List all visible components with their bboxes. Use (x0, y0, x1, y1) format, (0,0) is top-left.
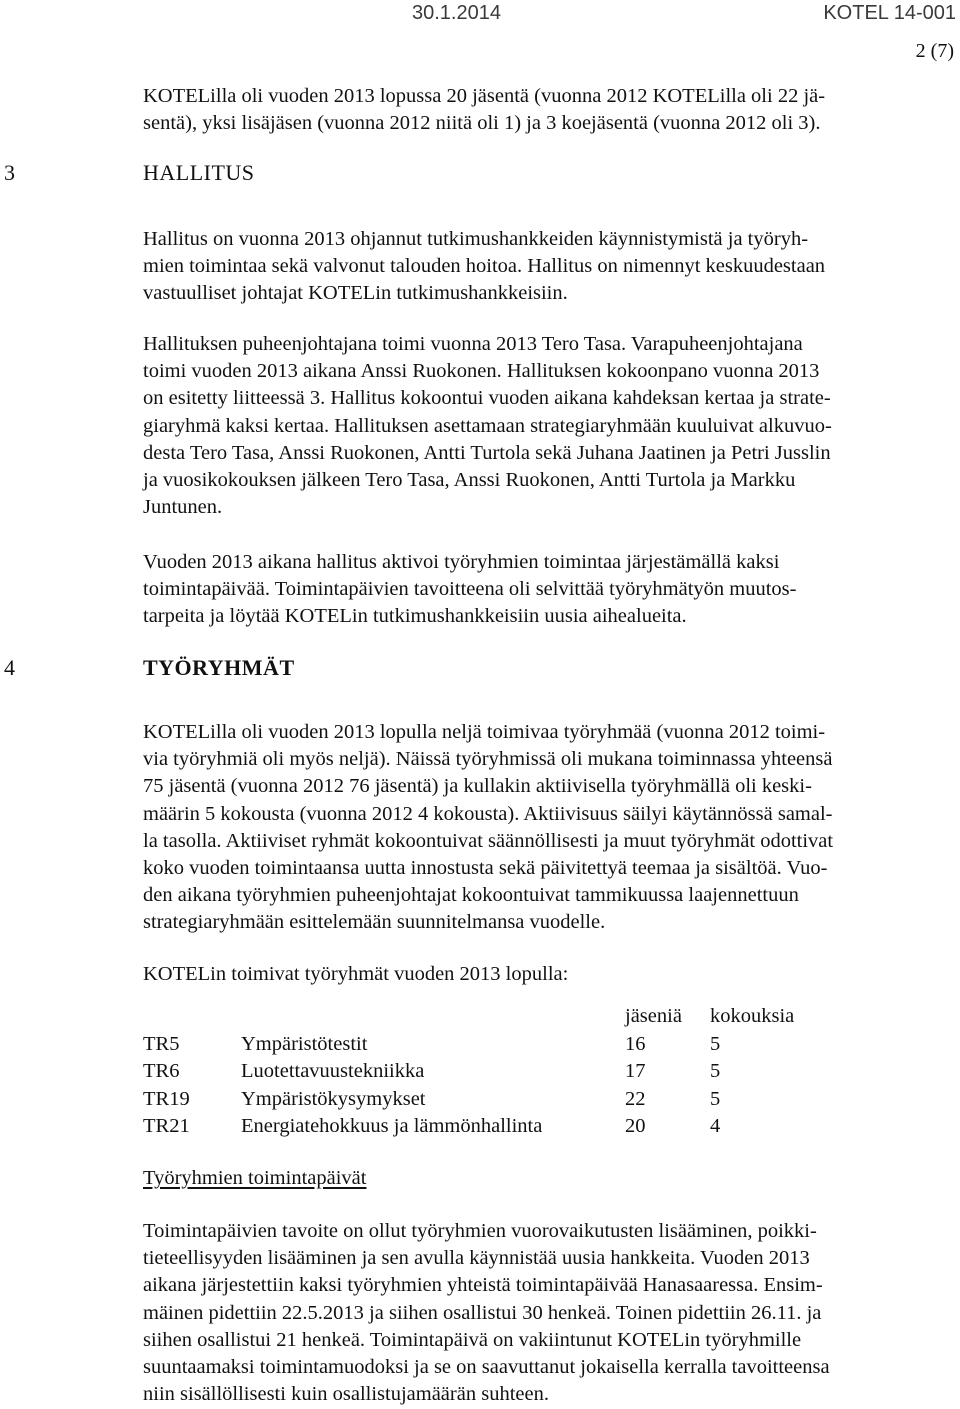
text-line: KOTELilla oli vuoden 2013 lopulla neljä toimivaa työryhmää (vuonna 2012 toimi- (143, 721, 826, 743)
group-name: Energiatehokkuus ja lämmönhallinta (241, 1115, 543, 1137)
header-date: 30.1.2014 (412, 2, 501, 24)
group-code: TR5 (143, 1032, 180, 1055)
text-line: mäinen pidettiin 22.5.2013 ja siihen osallistui 30 henkeä. Toinen pidettiin 26.11. ja (143, 1301, 822, 1324)
group-members: 22 (625, 1087, 646, 1110)
section-4-paragraph-2 (143, 1218, 958, 1408)
text-line: koko vuoden toimintaansa uutta innostusta sekä päivitettyä teemaa ja sisältöä. Vuo- (143, 857, 828, 880)
group-members: 17 (625, 1060, 646, 1082)
group-code: TR6 (143, 1060, 180, 1082)
text-line: via työryhmiä oli myös neljä). Näissä työryhmissä oli mukana toiminnassa yhteensä (143, 748, 833, 771)
group-members: 16 (625, 1032, 646, 1055)
text-line: Hallitus on vuonna 2013 ohjannut tutkimushankkeiden käynnistymistä ja työryh- (143, 228, 809, 250)
page-number: 2 (7) (915, 40, 954, 62)
text-line: on esitetty liitteessä 3. Hallitus kokoontui vuoden aikana kahdeksan kertaa ja strate- (143, 387, 831, 410)
section-3-number: 3 (4, 160, 15, 185)
text-line: den aikana työryhmien puheenjohtajat kokoontuivat tammikuussa laajennettuun (143, 884, 799, 907)
group-members: 20 (625, 1115, 646, 1137)
text-line: KOTELin toimivat työryhmät vuoden 2013 lopulla: (143, 963, 569, 985)
group-code: TR19 (143, 1087, 190, 1110)
text-line: desta Tero Tasa, Anssi Ruokonen, Antti Turtola sekä Juhana Jaatinen ja Petri Jusslin (143, 441, 831, 464)
group-name: Ympäristökysymykset (241, 1087, 426, 1110)
group-meetings: 5 (710, 1032, 721, 1055)
text-line: strategiaryhmään esittelemään suunnitelmansa vuodelle. (143, 911, 606, 934)
text-line: siihen osallistui 21 henkeä. Toimintapäivä on vakiintunut KOTELin työryhmille (143, 1328, 802, 1351)
text-line: la tasolla. Aktiiviset ryhmät kokoontuivat säännöllisesti ja muut työryhmät odottivat (143, 829, 834, 852)
text-line: Juntunen. (143, 496, 223, 519)
text-line: toimi vuoden 2013 aikana Anssi Ruokonen. Hallituksen kokoonpano vuonna 2013 (143, 360, 820, 383)
text-line: tieteellisyyden lisääminen ja sen avulla käynnistää uusia hankkeita. Vuoden 2013 (143, 1247, 810, 1270)
section-3-title: HALLITUS (143, 160, 255, 185)
text-line: Vuoden 2013 aikana hallitus aktivoi työryhmien toimintaa järjestämällä kaksi (143, 551, 780, 573)
section-3-paragraph-2 (143, 331, 958, 521)
text-line: suuntaamaksi toimintamuodoksi ja se on saavuttanut jokaisella kerralla tavoitteensa (143, 1356, 830, 1379)
text-line: 75 jäsentä (vuonna 2012 76 jäsentä) ja kullakin aktiivisella työryhmällä oli keski- (143, 775, 812, 798)
table-intro (143, 961, 958, 988)
text-line: sentä), yksi lisäjäsen (vuonna 2012 niitä oli 1) ja 3 koejäsentä (vuonna 2012 oli 3). (143, 112, 821, 135)
section-4-paragraph-1 (143, 719, 958, 937)
group-name: Luotettavuustekniikka (241, 1060, 425, 1082)
text-line: Toimintapäivien tavoite on ollut työryhmien vuorovaikutusten lisääminen, poikki- (143, 1220, 817, 1242)
group-meetings: 4 (710, 1115, 721, 1137)
section-4-number: 4 (4, 655, 15, 680)
text-line: vastuulliset johtajat KOTELin tutkimushankkeisiin. (143, 282, 568, 305)
group-name: Ympäristötestit (241, 1032, 368, 1055)
subheading-action-days: Työryhmien toimintapäivät (143, 1167, 367, 1189)
text-line: määrin 5 kokousta (vuonna 2012 4 kokousta). Aktiivisuus säilyi käytännössä samal- (143, 802, 833, 825)
text-line: niin sisällöllisesti kuin osallistujamäärän suhteen. (143, 1383, 549, 1406)
text-line: ja vuosikokouksen jälkeen Tero Tasa, Anssi Ruokonen, Antti Turtola ja Markku (143, 469, 796, 492)
section-3-paragraph-1 (143, 226, 958, 308)
text-line: Hallituksen puheenjohtajana toimi vuonna 2013 Tero Tasa. Varapuheenjohtajana (143, 333, 803, 355)
header-doc-id: KOTEL 14-001 (823, 2, 956, 24)
table-header-meetings: kokouksia (710, 1005, 795, 1027)
text-line: tarpeita ja löytää KOTELin tutkimushankkeisiin uusia aihealueita. (143, 605, 687, 628)
section-3-paragraph-3 (143, 549, 958, 631)
text-line: mien toimintaa sekä valvonut talouden hoitoa. Hallitus on nimennyt keskuudestaan (143, 255, 826, 278)
text-line: giaryhmä kaksi kertaa. Hallituksen asettamaan strategiaryhmään kuuluivat alkuvuo- (143, 414, 832, 437)
intro-paragraph (143, 83, 958, 137)
table-header-members: jäseniä (625, 1005, 682, 1027)
group-meetings: 5 (710, 1060, 721, 1082)
section-4-title: TYÖRYHMÄT (143, 655, 295, 680)
text-line: aikana järjestettiin kaksi työryhmien yhteistä toimintapäivää Hanasaaressa. Ensim- (143, 1274, 823, 1297)
group-meetings: 5 (710, 1087, 721, 1110)
group-code: TR21 (143, 1115, 190, 1137)
text-line: toimintapäivää. Toimintapäivien tavoitteena oli selvittää työryhmätyön muutos- (143, 578, 797, 601)
text-line: KOTELilla oli vuoden 2013 lopussa 20 jäsentä (vuonna 2012 KOTELilla oli 22 jä- (143, 85, 826, 107)
